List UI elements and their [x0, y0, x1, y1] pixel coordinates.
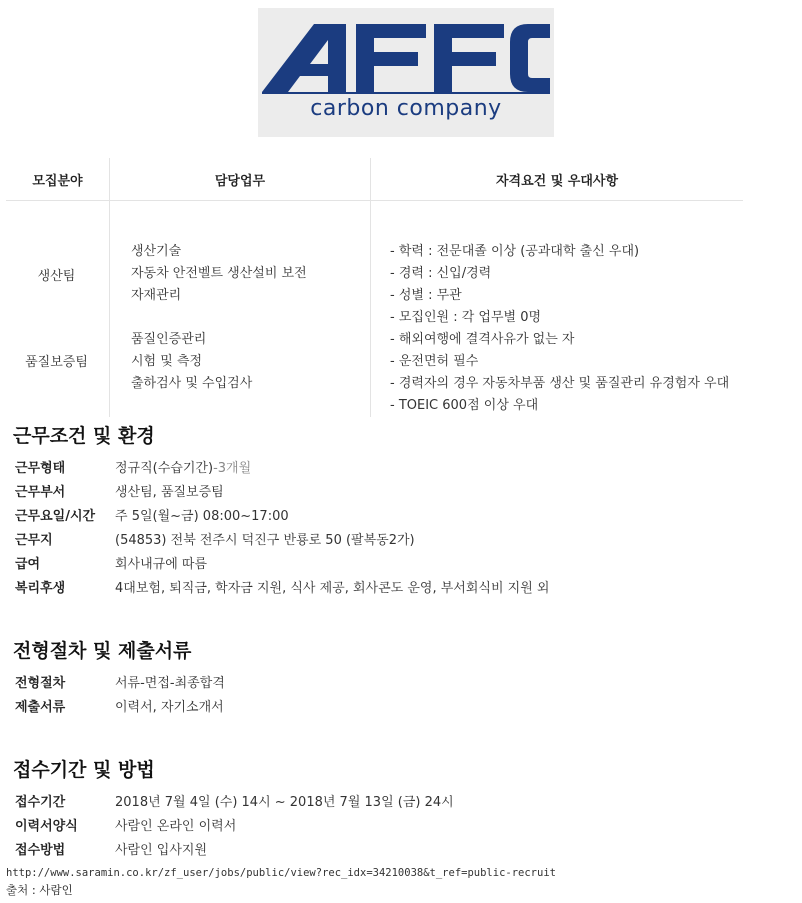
application-key: 이력서양식 [15, 819, 78, 834]
list-item [15, 553, 549, 577]
condition-key: 복리후생 [15, 581, 66, 596]
team-production: 생산팀 [37, 269, 76, 284]
duties-cell [110, 201, 371, 418]
process-value: 이력서, 자기소개서 [115, 700, 224, 715]
list-item [15, 505, 549, 529]
process-value: 서류-면접-최종합격 [115, 676, 225, 691]
list-item [15, 696, 225, 720]
conditions-list [15, 457, 549, 601]
list-item [15, 481, 549, 505]
list-item [15, 791, 454, 815]
section-title-conditions: 근무조건 및 환경 [13, 425, 155, 447]
table-header-row [6, 158, 743, 201]
condition-value: 주 5일(월~금) 08:00~17:00 [115, 509, 289, 524]
condition-value [115, 457, 251, 481]
source-credit: 출처 : 사람인 [6, 883, 73, 897]
list-item [15, 457, 549, 481]
qualification-item: - TOEIC 600점 이상 우대 [390, 398, 539, 413]
condition-key: 근무지 [15, 533, 53, 548]
qualification-item: - 모집인원 : 각 업무별 0명 [390, 310, 542, 325]
application-list [15, 791, 454, 863]
qualification-item: - 경력자의 경우 자동차부품 생산 및 품질관리 유경험자 우대 [390, 376, 730, 391]
list-item [15, 839, 454, 863]
duties-quality [131, 329, 370, 395]
section-title-process: 전형절차 및 제출서류 [13, 640, 192, 662]
application-value: 사람인 입사지원 [115, 843, 208, 858]
header-duties: 담당업무 [110, 158, 371, 201]
list-item [15, 529, 549, 553]
condition-value: 회사내규에 따름 [115, 557, 208, 572]
duty-item: 품질인증관리 [131, 332, 207, 347]
table-row [6, 201, 743, 418]
teams-cell [6, 201, 110, 418]
section-title-application: 접수기간 및 방법 [13, 759, 155, 781]
duties-production [131, 241, 370, 307]
qualifications-cell [371, 201, 744, 418]
header-qualifications: 자격요건 및 우대사항 [371, 158, 744, 201]
qualification-item: - 성별 : 무관 [390, 288, 462, 303]
duty-item: 자동차 안전벨트 생산설비 보전 [131, 266, 307, 281]
application-value: 사람인 온라인 이력서 [115, 819, 237, 834]
duty-item: 생산기술 [131, 244, 182, 259]
source-url-link[interactable]: http://www.saramin.co.kr/zf_user/jobs/public/view?rec_idx=34210038&t_ref=public-recruit [6, 867, 556, 879]
list-item [15, 672, 225, 696]
list-item [15, 815, 454, 839]
list-item [15, 577, 549, 601]
recruit-table [6, 158, 743, 417]
qualification-item: - 해외여행에 결격사유가 없는 자 [390, 332, 575, 347]
condition-value: (54853) 전북 전주시 덕진구 반룡로 50 (팔복동2가) [115, 533, 415, 548]
condition-value: 4대보험, 퇴직금, 학자금 지원, 식사 제공, 회사콘도 운영, 부서회식비 지원 외 [115, 581, 550, 596]
condition-key: 근무부서 [15, 485, 66, 500]
condition-key: 근무형태 [15, 461, 66, 476]
condition-value: 생산팀, 품질보증팀 [115, 485, 224, 500]
condition-key: 급여 [15, 557, 41, 572]
condition-key: 근무요일/시간 [15, 509, 96, 524]
process-list [15, 672, 225, 720]
duty-item: 시험 및 측정 [131, 354, 203, 369]
process-key: 전형절차 [15, 676, 66, 691]
header-field: 모집분야 [6, 158, 110, 201]
process-key: 제출서류 [15, 700, 66, 715]
application-value: 2018년 7월 4일 (수) 14시 ~ 2018년 7월 13일 (금) 24시 [115, 795, 454, 810]
application-key: 접수방법 [15, 843, 66, 858]
probation-period: -3개월 [213, 461, 252, 476]
team-quality: 품질보증팀 [25, 355, 88, 370]
employment-type: 정규직(수습기간) [115, 461, 214, 476]
duty-item: 출하검사 및 수입검사 [131, 376, 253, 391]
logo-subtitle: carbon company [310, 96, 502, 121]
qualification-item: - 운전면허 필수 [390, 354, 479, 369]
duty-item: 자재관리 [131, 288, 182, 303]
qualification-item: - 학력 : 전문대졸 이상 (공과대학 출신 우대) [390, 244, 640, 259]
qualification-item: - 경력 : 신입/경력 [390, 266, 492, 281]
company-logo [258, 8, 554, 137]
application-key: 접수기간 [15, 795, 66, 810]
